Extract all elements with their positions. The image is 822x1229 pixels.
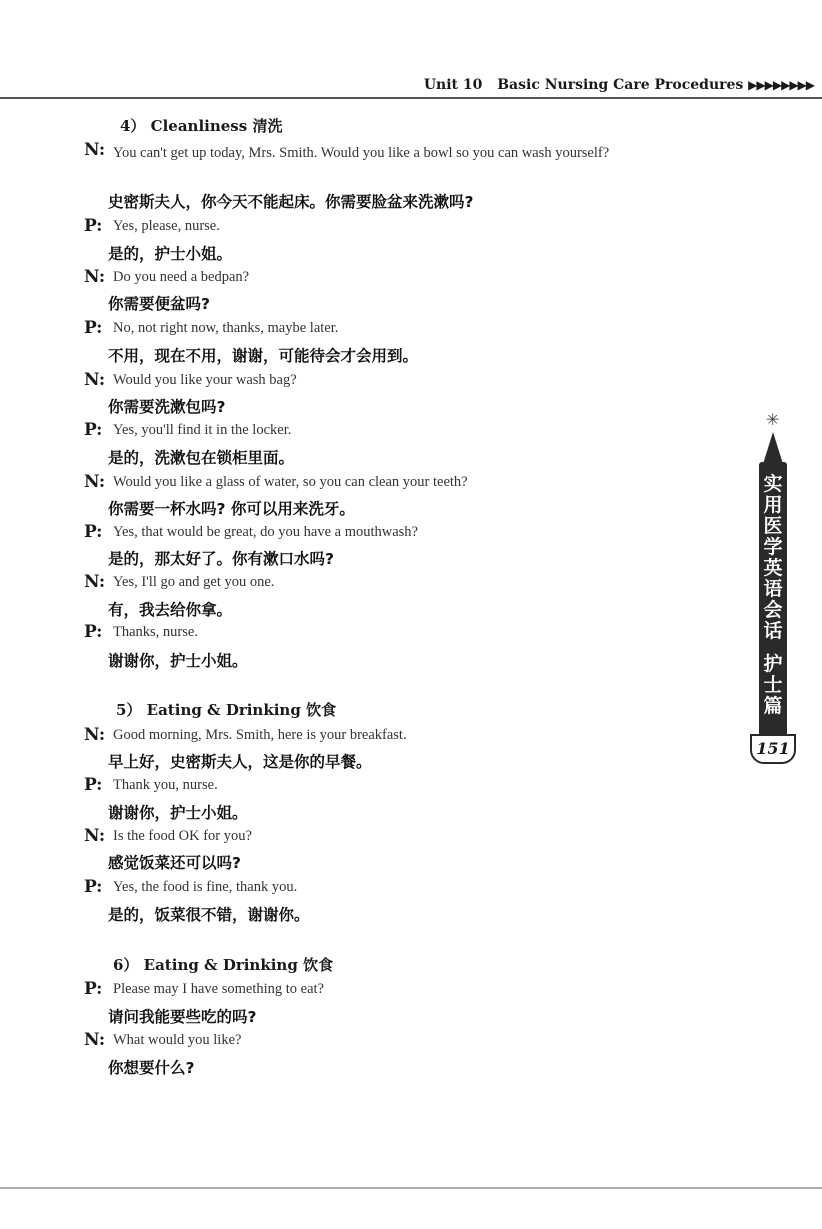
speaker-label: N: (84, 826, 106, 846)
dialogue-line-en: What would you like? (113, 1032, 242, 1048)
speaker-label: P: (84, 522, 103, 542)
dialogue-line-en: You can't get up today, Mrs. Smith. Would you like a bowl so you can wash yourself? (113, 145, 610, 161)
dialogue-line-zh: 你需要洗漱包吗? (108, 398, 226, 416)
dialogue-line-en: Yes, the food is fine, thank you. (113, 879, 298, 895)
dialogue-line-en: Would you like a glass of water, so you can clean your teeth? (113, 474, 468, 490)
dialogue-line-zh: 史密斯夫人，你今天不能起床。你需要脸盆来洗漱吗? (108, 193, 474, 211)
speaker-label: P: (84, 979, 103, 999)
speaker-label: N: (84, 370, 106, 390)
dialogue-line-en: Do you need a bedpan? (113, 269, 250, 285)
dialogue-line-zh: 请问我能要些吃的吗? (108, 1008, 257, 1026)
sidebar-book-tab (758, 432, 788, 762)
dialogue-line-en: Good morning, Mrs. Smith, here is your breakfast. (113, 727, 407, 743)
header-unit: Unit 10 (423, 77, 483, 93)
speaker-label: P: (84, 216, 103, 236)
dialogue-line-en: Yes, please, nurse. (113, 218, 220, 234)
dialogue-line-en: Is the food OK for you? (113, 828, 252, 844)
speaker-label: N: (84, 267, 106, 287)
dialogue-line-zh: 是的，那太好了。你有漱口水吗? (108, 550, 334, 568)
speaker-label: P: (84, 775, 103, 795)
dialogue-line-en: Would you like your wash bag? (113, 372, 297, 388)
dialogue-line-zh: 早上好，史密斯夫人，这是你的早餐。 (108, 753, 372, 771)
section-title-cleanliness: 4） Cleanliness 清洗 (120, 117, 283, 135)
dialogue-line-zh: 谢谢你，护士小姐。 (108, 804, 248, 822)
header-rule (0, 97, 822, 99)
dialogue-line-zh: 是的，洗漱包在锁柜里面。 (108, 449, 295, 467)
dialogue-line-zh: 你想要什么? (108, 1059, 195, 1077)
dialogue-line-zh: 感觉饭菜还可以吗? (108, 854, 241, 872)
speaker-label: N: (84, 472, 106, 492)
sidebar-vertical-title: 实 用 医 学 英 语 会 话 护 士 篇 (763, 473, 783, 717)
footer-rule (0, 1187, 822, 1189)
speaker-label: N: (84, 725, 106, 745)
page-number: 151 (750, 734, 796, 764)
pen-tip-icon (763, 432, 783, 464)
dialogue-line-zh: 是的，护士小姐。 (108, 245, 233, 263)
dialogue-line-en: Yes, that would be great, do you have a mouthwash? (113, 524, 418, 540)
header-arrows: ▶▶▶▶▶▶▶▶ (748, 78, 814, 92)
sparkle-icon: ✳ (766, 410, 780, 429)
dialogue-line-zh: 不用，现在不用，谢谢，可能待会才会用到。 (108, 347, 419, 365)
speaker-label: P: (84, 877, 103, 897)
header-title: Basic Nursing Care Procedures (497, 77, 744, 93)
dialogue-line-en: Yes, you'll find it in the locker. (113, 422, 292, 438)
dialogue-line-en: Yes, I'll go and get you one. (113, 574, 275, 590)
dialogue-line-en: Please may I have something to eat? (113, 981, 324, 997)
dialogue-line-zh: 你需要便盆吗? (108, 295, 210, 313)
speaker-label: P: (84, 420, 103, 440)
dialogue-line-zh: 你需要一杯水吗? 你可以用来洗牙。 (108, 500, 355, 518)
dialogue-line-zh: 是的，饭菜很不错，谢谢你。 (108, 906, 310, 924)
speaker-label: P: (84, 622, 103, 642)
speaker-label: N: (84, 1030, 106, 1050)
dialogue-line-zh: 有，我去给你拿。 (108, 601, 233, 619)
dialogue-line-en: Thanks, nurse. (113, 624, 198, 640)
speaker-label: P: (84, 318, 103, 338)
dialogue-line-en: Thank you, nurse. (113, 777, 218, 793)
dialogue-line-en: No, not right now, thanks, maybe later. (113, 320, 339, 336)
section-title-eating-drinking: 5） Eating & Drinking 饮食 (116, 701, 337, 719)
section-title-eating-drinking-2: 6） Eating & Drinking 饮食 (113, 956, 334, 974)
speaker-label: N: (84, 572, 106, 592)
speaker-label: N: (84, 140, 106, 160)
running-header (424, 77, 814, 93)
dialogue-line-zh: 谢谢你，护士小姐。 (108, 652, 248, 670)
